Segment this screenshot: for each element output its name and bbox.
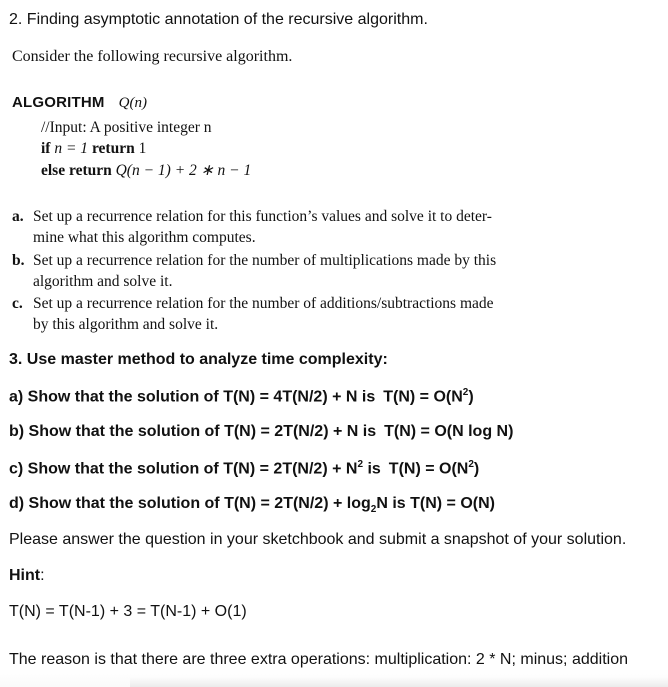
algorithm-line-else <box>41 161 251 180</box>
q3d-answer: N is T(N) = O(N) <box>376 495 495 512</box>
bottom-shadow <box>130 677 668 687</box>
instructions-text: Please answer the question in your sketchbook and submit a snapshot of your solution. <box>9 531 627 548</box>
return-value: 1 <box>138 140 147 157</box>
q3c-close: ) <box>473 460 480 478</box>
item-label: b. <box>12 252 25 269</box>
q3b-answer: T(N) = O(N log N) <box>384 423 514 440</box>
item-text-line1: Set up a recurrence relation for the number of additions/subtractions made <box>33 295 494 312</box>
algorithm-comment: //Input: A positive integer n <box>41 119 212 136</box>
question-3-title: 3. Use master method to analyze time complexity: <box>9 351 388 368</box>
return-keyword: return <box>91 140 135 157</box>
algorithm-header <box>12 94 147 112</box>
item-text-line1: Set up a recurrence relation for this function’s values and solve it to deter- <box>33 208 492 225</box>
question-3a <box>9 387 474 406</box>
q3a-exponent: 2 <box>462 387 469 398</box>
list-item-a <box>12 206 572 248</box>
q3a-close: ) <box>468 388 474 406</box>
q3c-answer: T(N) = O(N <box>388 460 469 478</box>
q3c-statement: c) Show that the solution of T(N) = 2T(N/2) + N <box>9 460 358 478</box>
question-3c <box>9 459 479 478</box>
q3d-statement: d) Show that the solution of T(N) = 2T(N/2) + log <box>9 495 371 512</box>
question-2-intro: Consider the following recursive algorithm. <box>12 48 293 65</box>
algorithm-keyword: ALGORITHM <box>12 94 105 111</box>
hint-heading <box>9 567 45 585</box>
algorithm-name: Q(n) <box>118 95 147 111</box>
item-text-line2: mine what this algorithm computes. <box>33 229 256 246</box>
item-text-line2: by this algorithm and solve it. <box>33 316 219 333</box>
q3c-exponent: 2 <box>357 459 363 470</box>
else-return-keyword: else return <box>41 162 112 179</box>
else-expression: Q(n − 1) + 2 ∗ n − 1 <box>115 162 252 179</box>
item-label: c. <box>12 295 23 312</box>
q3a-statement: a) Show that the solution of T(N) = 4T(N/2) + N is <box>9 388 376 406</box>
hint-colon: : <box>40 567 45 584</box>
list-item-c <box>12 293 572 335</box>
if-condition: n = 1 <box>54 140 89 157</box>
hint-label: Hint <box>9 567 41 584</box>
q3c-answer-exponent: 2 <box>468 459 474 470</box>
item-text-line2: algorithm and solve it. <box>33 273 173 290</box>
list-item-b <box>12 250 572 292</box>
if-keyword: if <box>41 140 51 157</box>
question-3d <box>9 495 495 515</box>
q3d-log-base: 2 <box>370 504 377 516</box>
item-label: a. <box>12 208 24 225</box>
q3b-statement: b) Show that the solution of T(N) = 2T(N/2) + N is <box>9 423 377 440</box>
q3a-answer: T(N) = O(N <box>383 388 463 406</box>
q3c-is: is <box>363 460 381 478</box>
hint-equation: T(N) = T(N-1) + 3 = T(N-1) + O(1) <box>9 603 247 620</box>
question-2-title: 2. Finding asymptotic annotation of the recursive algorithm. <box>9 11 428 28</box>
item-text-line1: Set up a recurrence relation for the number of multiplications made by this <box>33 252 497 269</box>
algorithm-line-if <box>41 140 146 158</box>
question-3b <box>9 423 513 441</box>
hint-reason: The reason is that there are three extra operations: multiplication: 2 * N; minus; addition <box>9 651 628 668</box>
